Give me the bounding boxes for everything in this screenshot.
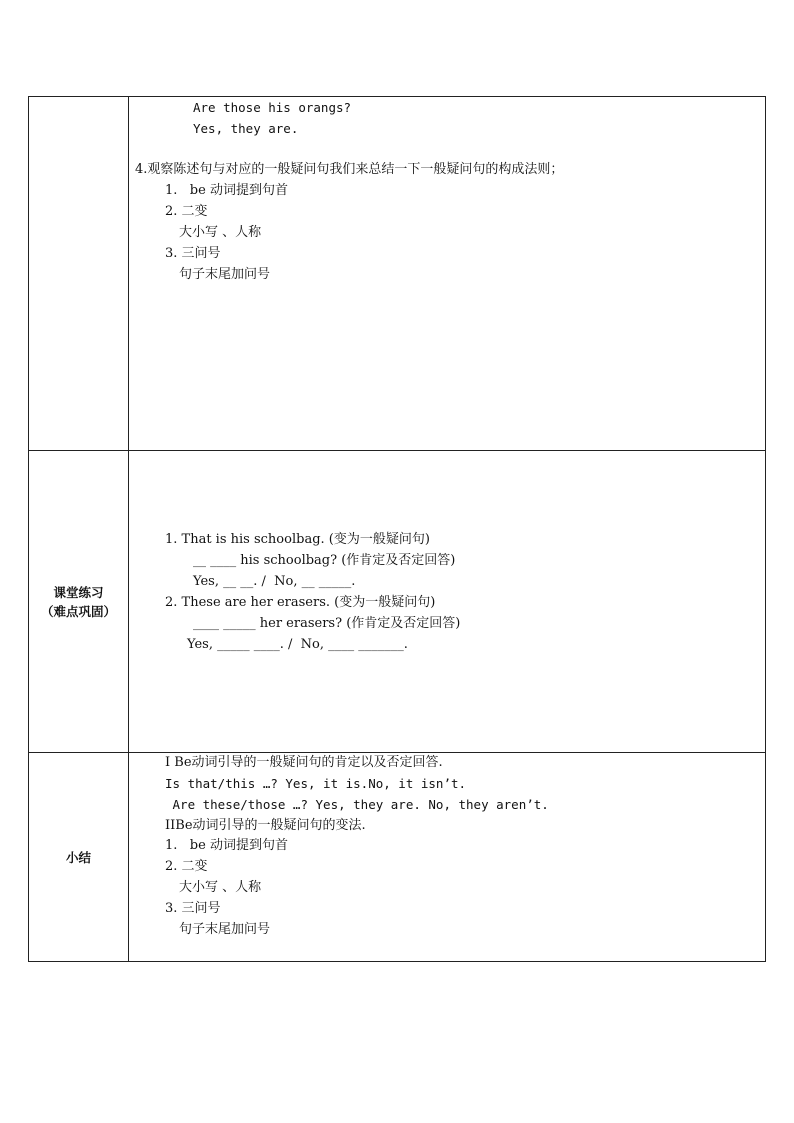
row-content-cell [129,451,765,752]
lesson-table [28,96,766,962]
row-label-summary: 小结 [65,849,91,865]
exercise-2-question: ____ _____ her erasers? (作肯定及否定回答) [193,616,461,631]
summary-step-2: 2. 二变 [165,859,208,874]
table-row-grammar-summary [29,97,765,451]
exercise-1-answer: Yes, __ __. / No, __ _____. [193,574,356,589]
row-content-cell [129,753,765,961]
row-label-cell [29,451,129,752]
rule-step-1: 1. be 动词提到句首 [165,183,288,198]
rule-step-3: 3. 三问号 [165,246,221,261]
row-label-cell [29,97,129,450]
table-row-summary [29,753,765,961]
rule-step-2: 2. 二变 [165,204,208,219]
summary-example-2: Are these/those …? Yes, they are. No, they aren’t. [165,797,549,812]
rule-step-3-detail: 句子末尾加问号 [179,267,271,282]
summary-step-3-detail: 句子末尾加问号 [179,922,271,937]
summary-heading-1: I Be动词引导的一般疑问句的肯定以及否定回答. [165,755,443,770]
summary-step-2-detail: 大小写 、人称 [179,880,262,895]
summary-example-1: Is that/this …? Yes, it is.No, it isn’t. [165,776,467,791]
exercise-2: 2. These are her erasers. (变为一般疑问句) [165,595,436,610]
example-question: Are those his orangs? [193,100,352,115]
row-label-practice: 课堂练习 [53,584,104,600]
exercise-1-question: __ ____ his schoolbag? (作肯定及否定回答) [193,553,456,568]
exercise-1: 1. That is his schoolbag. (变为一般疑问句) [165,532,430,547]
summary-heading-2: IIBe动词引导的一般疑问句的变法. [165,818,366,833]
rule-intro: 4.观察陈述句与对应的一般疑问句我们来总结一下一般疑问句的构成法则； [135,162,564,177]
example-answer: Yes, they are. [193,121,299,136]
summary-step-3: 3. 三问号 [165,901,221,916]
row-label-practice-sub: （难点巩固） [40,603,116,619]
row-label-cell [29,753,129,961]
rule-step-2-detail: 大小写 、人称 [179,225,262,240]
exercise-2-answer: Yes, _____ ____. / No, ____ _______. [187,637,408,652]
summary-step-1: 1. be 动词提到句首 [165,838,288,853]
table-row-practice [29,451,765,753]
row-content-cell [129,97,765,450]
